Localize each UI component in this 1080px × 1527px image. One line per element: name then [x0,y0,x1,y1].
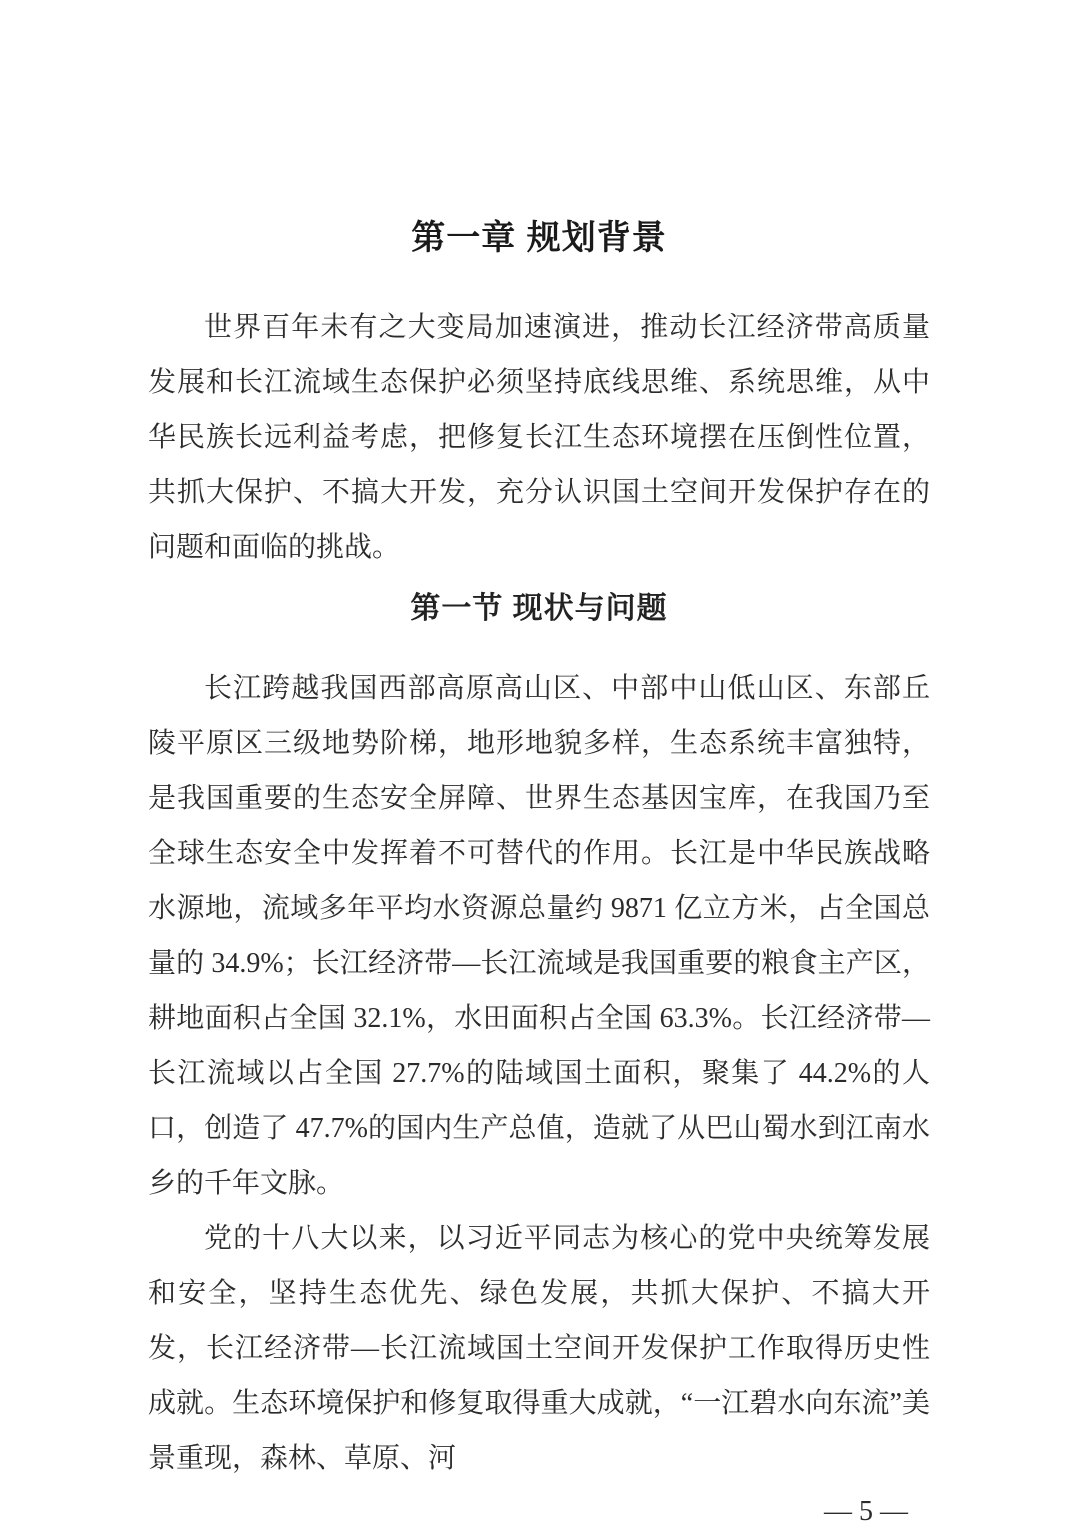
page-number: — 5 — [824,1496,908,1527]
intro-paragraph: 世界百年未有之大变局加速演进，推动长江经济带高质量发展和长江流域生态保护必须坚持底线思维、系统思维，从中华民族长远利益考虑，把修复长江生态环境摆在压倒性位置，共抓大保护、不搞大开发，充分认识国土空间开发保护存在的问题和面临的挑战。 [148,312,930,563]
chapter-title: 第一章 规划背景 [411,219,667,257]
section-title: 第一节 现状与问题 [410,592,668,625]
section-paragraph-1: 长江跨越我国西部高原高山区、中部中山低山区、东部丘陵平原区三级地势阶梯，地形地貌多样，生态系统丰富独特，是我国重要的生态安全屏障、世界生态基因宝库，在我国乃至全球生态安全中发挥着不可替代的作用。长江是中华民族战略水源地，流域多年平均水资源总量约 9871 亿立方米，占全国总量的 34.9%；长江经济带—长江流域是我国重要的粮食主产区，耕地面积占全国 32.1%，水田面积占全国 63.3%。长江经济带—长江流域以占全国 27.7%的陆域国土面积，聚集了 44.2%的人口，创造了 47.7%的国内生产总值，造就了从巴山蜀水到江南水乡的千年文脉。 [148,673,930,1199]
section-paragraph-2: 党的十八大以来，以习近平同志为核心的党中央统筹发展和安全，坚持生态优先、绿色发展，共抓大保护、不搞大开发，长江经济带—长江流域国土空间开发保护工作取得历史性成就。生态环境保护和修复取得重大成就，“一江碧水向东流”美景重现，森林、草原、河 [148,1223,930,1474]
